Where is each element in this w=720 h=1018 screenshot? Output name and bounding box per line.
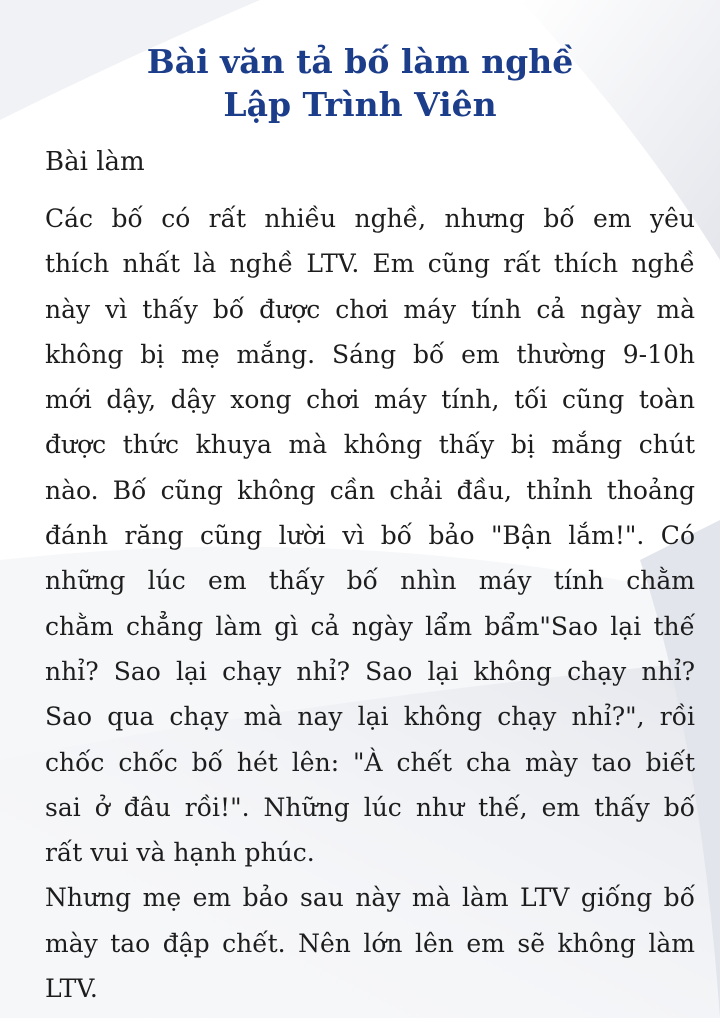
text-line: Các bố có rất nhiều nghề, nhưng bố em yêu [45, 204, 695, 233]
text-line: được thức khuya mà không thấy bị mắng chút [45, 430, 695, 460]
text-line: nhỉ? Sao lại chạy nhỉ? Sao lại không chạy nhỉ? [45, 656, 695, 686]
text-line: đánh răng cũng lười vì bố bảo "Bận lắm!". Có [45, 521, 695, 551]
text-line: mày tao đập chết. Nên lớn lên em sẽ không làm [45, 928, 695, 958]
essay-title [0, 40, 720, 126]
essay-heading: Bài làm [45, 147, 145, 177]
text-line: rất vui và hạnh phúc. [45, 838, 315, 868]
text-line: chằm chẳng làm gì cả ngày lẩm bẩm"Sao lại thế [45, 611, 695, 641]
essay-body [45, 196, 695, 1011]
text-line: không bị mẹ mắng. Sáng bố em thường 9-10h [45, 339, 695, 369]
title-line-1: Bài văn tả bố làm nghề [146, 42, 574, 81]
text-line: Nhưng mẹ em bảo sau này mà làm LTV giống bố [45, 883, 695, 913]
text-line: LTV. [45, 974, 98, 1004]
text-line: mới dậy, dậy xong chơi máy tính, tối cũng toàn [45, 385, 695, 415]
text-line: thích nhất là nghề LTV. Em cũng rất thích nghề [45, 249, 695, 279]
text-line: sai ở đâu rồi!". Những lúc như thế, em thấy bố [45, 792, 695, 822]
text-line: nào. Bố cũng không cần chải đầu, thỉnh thoảng [45, 475, 695, 505]
paragraph [45, 875, 695, 1011]
text-line: này vì thấy bố được chơi máy tính cả ngày mà [45, 294, 695, 324]
text-line: chốc chốc bố hét lên: "À chết cha mày tao biết [45, 747, 695, 777]
paragraph [45, 196, 695, 875]
title-line-2: Lập Trình Viên [223, 85, 497, 124]
text-line: những lúc em thấy bố nhìn máy tính chằm [45, 566, 695, 596]
text-line: Sao qua chạy mà nay lại không chạy nhỉ?", rồi [45, 702, 695, 732]
